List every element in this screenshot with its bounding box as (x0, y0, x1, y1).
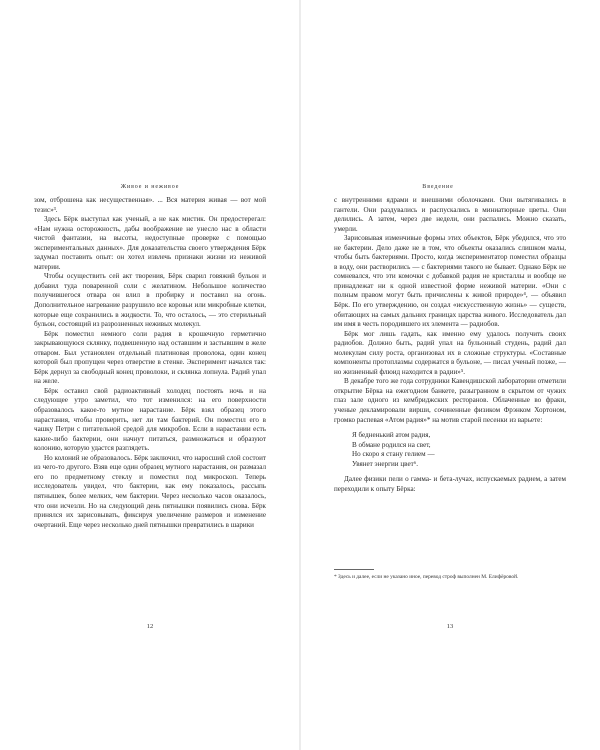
paragraph: Но колоний не образовалось. Бёрк заключил, что наросший слой состоит из чего-то другого. Взяв еще один образец мутного нарастания, он размазал его по предметному стеклу и поместил под микроскоп. Теперь исследователь увидел, что бактерии, как ему показалось, рассыпь пятнышек, более мелких, чем бактерии. Через несколько часов оказалось, что они исчезли. Но на следующий день пятнышки появились снова. Бёрк принялся их зарисовывать, фиксируя увеличение размеров и изменение очертаний. Еще через несколько дней пятнышки превратились в шарики (34, 453, 266, 529)
paragraph: с внутренними ядрами и внешними оболочками. Они вытягивались в гантели. Они раздувались и распускались в миниатюрные цветы. Они делились. А затем, через две недели, они распались. Можно сказать, умерли. (334, 196, 566, 233)
footnote: * Здесь и далее, если не указано иное, перевод строф выполнен М. Елифёровой. (334, 574, 519, 580)
verse-line: В обмане родился на свет, (352, 440, 431, 449)
verse-line: Но скоро я стану гелием — (352, 450, 435, 459)
paragraph: Далее физики пели о гамма- и бета-лучах, испускаемых радием, а затем переходили к опыту Бёрка: (334, 475, 566, 493)
paragraph: Бёрк оставил свой радиоактивный холодец постоять ночь и на следующее утро заметил, что тот изменился: на его поверхности образовалось какое-то мутное нарастание. Бёрк взял образец этого нарастания, чтобы проверить, нет ли там бактерий. Он поместил его в чашку Петри с питательной средой для микробов. Если в нарастании есть какие-либо бактерии, они начнут питаться, размножаться и образуют колонию, которую удастся разглядеть. (34, 386, 266, 453)
paragraph: Бёрк мог лишь гадать, как именно ему удалось получить своих радиобов. Должно быть, радий упал на бульонный студень, радий дал молекулам силу роста, организовал их в сложные структуры. «Составные компоненты протоплазмы содержатся в бульоне, — писал ученый позже, — но жизненный флюид находится в радии»⁵. (334, 329, 566, 376)
verse-line: Увянет энергии цвет⁶. (352, 459, 418, 468)
running-head-left: Живое и неживое (120, 184, 180, 190)
page-number-left: 12 (146, 623, 154, 630)
paragraph: Бёрк поместил немного соли радия в крошечную герметично закрывающуюся склянку, подвешенную над оставшим и застывшим в желе отваром. Был установлен отдельный платиновая проволока, один конец которой был пропущен через отверстие в стенке. Эксперимент начался так: Бёрк дернул за свободный конец проволоки, и склянка лопнула. Радий упал на желе. (34, 329, 266, 386)
paragraph: Зарисовывая изменчивые формы этих объектов, Бёрк убедился, что это не бактерии. Дело даже не в том, что объекты оказались слишком малы, чтобы быть бактериями. Просто, когда экспериментатор поместил образцы в воду, они растворились — с бактериями такого не бывает. Однако Бёрк не сомневался, что эти комочки с добавкой радия не кристаллы и вообще не принадлежат ни к одной известной форме неживой материи. «Они с полным правом могут быть причислены к живой природе»⁴, — объявил Бёрк. По его утверждению, он создал «искусственную жизнь» — существ, обитающих на самых дальних границах царства живого. Исследователь дал им имя в честь породившего их элемента — радиобов. (334, 234, 566, 329)
footnote-rule (334, 569, 374, 570)
paragraph: Здесь Бёрк выступал как ученый, а не как мистик. Он предостерегал: «Нам нужна осторожность, дабы воображение не унесло нас в области чистой фантазии, на высоты, недоступные проверке с помощью экспериментальных данных». Для доказательства своего утверждения Бёрк задумал поставить опыт: он хотел извлечь признаки жизни из неживой материи. (34, 215, 266, 271)
page-number-right: 13 (446, 623, 454, 630)
paragraph: В декабре того же года сотрудники Кавендишской лаборатории отметили открытие Бёрка на ежегодном банкете, разыгранном в скрытом от чужих глаз зале одного из кембриджских ресторанов. Облаченные во фраки, ученые декламировали вирши, сочиненные физиком Фрэнком Хортоном, громко распевая «Атом радия»* на мотив старой песенки из варьете: (334, 377, 566, 424)
right-page-text (334, 196, 566, 494)
paragraph: Чтобы осуществить сей акт творения, Бёрк сварил говяжий бульон и добавил туда поваренной соли с желатином. Небольшое количество получившегося отвара он влил в пробирку и поставил на огонь. Дополнительное нагревание разрушило все коровьи или микробные клетки, которые еще сохранились в жидкости. То, что осталось, — это стерильный бульон, состоящий из разрозненных неживых молекул. (34, 272, 266, 329)
right-page (300, 0, 600, 750)
paragraph: зом, отброшена как несущественная». ... Вся материя живая — вот мой тезис»³. (34, 196, 266, 214)
left-page-text (34, 196, 266, 530)
verse-line: Я бедненький атом радия, (352, 431, 431, 440)
running-head-right: Введение (422, 184, 454, 190)
verse-block (352, 431, 566, 469)
